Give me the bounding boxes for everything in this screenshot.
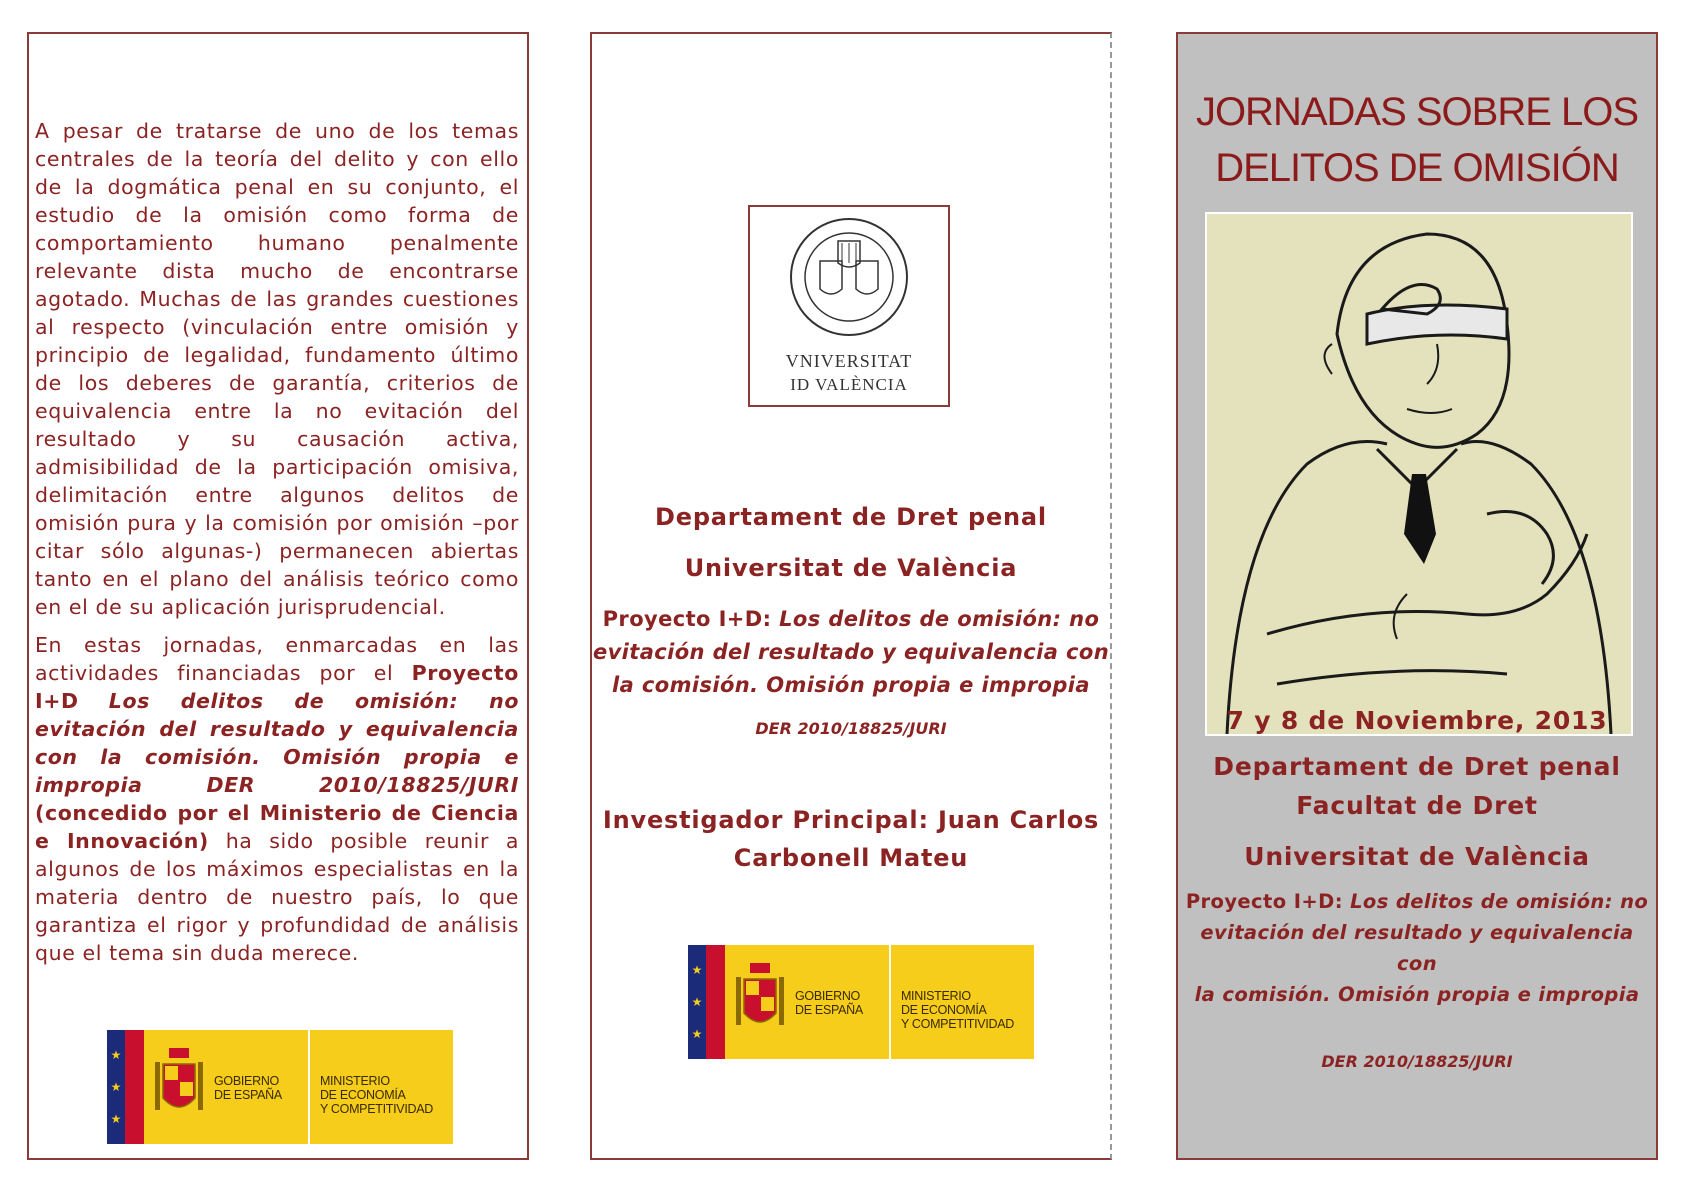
right-panel (1176, 32, 1658, 1160)
university-name-1: VNIVERSITAT (785, 351, 913, 371)
ministerio-line-3: Y COMPETITIVIDAD (900, 1017, 1014, 1031)
right-project (1178, 886, 1656, 1010)
p2-project-title: Los delitos de omisión: no evitación del resultado y equivalencia con la comisión. Omisión propia e impropia DER 2010/18825/JURI (35, 689, 520, 797)
p2-a: En estas jornadas, enmarcadas en las actividades financiadas por el (35, 633, 519, 685)
middle-univ: Universitat de València (684, 554, 1018, 582)
gobierno-line-2: DE ESPAÑA (214, 1088, 282, 1102)
university-name-2: ID VALÈNCIA (790, 375, 908, 394)
investigator-line-1: Investigador Principal: Juan Carlos (602, 806, 1100, 834)
coat-of-arms-icon (144, 1030, 214, 1144)
right-dept: Departament de Dret penal (1213, 752, 1621, 781)
middle-dept: Departament de Dret penal (655, 503, 1047, 531)
ministerio-line-2: DE ECONOMÍA (319, 1088, 406, 1102)
middle-project-line-3 (592, 669, 1110, 702)
gobierno-line-1: GOBIERNO (795, 989, 860, 1003)
middle-project-label: Proyecto I+D: (602, 607, 780, 631)
middle-project-line-2 (592, 636, 1110, 669)
logo-divider (889, 945, 891, 1059)
spanish-flag-icon: ★ ★ ★ (688, 945, 725, 1059)
university-seal-icon (750, 211, 948, 341)
gobierno-line-2: DE ESPAÑA (795, 1003, 863, 1017)
right-project-code: DER 2010/18825/JURI (1321, 1052, 1513, 1071)
middle-panel (590, 32, 1112, 1160)
right-faculty: Facultat de Dret (1296, 791, 1538, 820)
right-project-title-1: Los delitos de omisión: no (1350, 890, 1649, 913)
title-line-1: JORNADAS SOBRE LOS (1195, 90, 1639, 134)
intro-text (35, 117, 519, 977)
gobierno-line-1: GOBIERNO (214, 1074, 279, 1088)
middle-project-title-1: Los delitos de omisión: no (779, 607, 1100, 631)
event-date: 7 y 8 de Noviembre, 2013 (1226, 706, 1608, 735)
p2-e: ha sido posible reunir a algunos de los máximos especialistas en la materia dentro de nuestro país, lo que garantiza el rigor y profundidad de análisis que el tema sin duda merece. (35, 829, 519, 965)
ministerio-text (320, 1030, 433, 1144)
coat-of-arms-icon (725, 945, 795, 1059)
cartoon-illustration (1205, 212, 1633, 736)
government-logo-middle (688, 945, 1034, 1059)
intro-paragraph-1: A pesar de tratarse de uno de los temas centrales de la teoría del delito y con ello de la dogmática penal en su conjunto, el estudio de la omisión como forma de comportamiento humano penalmente relevante dista mucho de encontrarse agotado. Muchas de las grandes cuestiones al respecto (vinculación entre omisión y principio de legalidad, fundamento último de los deberes de garantía, criterios de equivalencia entre la no evitación del resultado y su causación activa, admisibilidad de la participación omisiva, delimitación entre algunos delitos de omisión pura y la comisión por omisión –por citar sólo algunas-) permanecen abiertas tanto en el plano del análisis teórico como en el de su aplicación jurisprudencial. (35, 119, 519, 619)
right-project-line-1 (1178, 886, 1656, 917)
ministerio-line-3: Y COMPETITIVIDAD (319, 1102, 433, 1116)
left-panel (27, 32, 529, 1160)
p2-project-label: Proyecto I+D (35, 661, 519, 713)
man-with-blindfold-icon (1207, 214, 1631, 734)
ministerio-line-1: MINISTERIO (900, 989, 971, 1003)
right-project-line-3 (1178, 979, 1656, 1010)
intro-paragraph-2 (35, 631, 519, 967)
middle-project-code: DER 2010/18825/JURI (755, 719, 947, 738)
ministerio-text (901, 945, 1014, 1059)
gobierno-text (795, 945, 863, 1059)
ministerio-line-1: MINISTERIO (319, 1074, 390, 1088)
middle-project (592, 603, 1110, 702)
ministerio-line-2: DE ECONOMÍA (900, 1003, 987, 1017)
right-project-title-2: evitación del resultado y equivalencia con (1200, 921, 1634, 975)
middle-project-line-1 (592, 603, 1110, 636)
title-line-2: DELITOS DE OMISIÓN (1215, 146, 1619, 190)
right-project-label: Proyecto I+D: (1185, 890, 1351, 913)
gobierno-text (214, 1030, 282, 1144)
p2-funding: (concedido por el Ministerio de Ciencia e Innovación) (35, 801, 519, 853)
right-project-title-3: la comisión. Omisión propia e impropia (1194, 983, 1640, 1006)
logo-divider (308, 1030, 310, 1144)
right-univ: Universitat de València (1244, 842, 1590, 871)
investigator-line-2: Carbonell Mateu (733, 844, 969, 872)
middle-project-title-3: la comisión. Omisión propia e impropia (612, 673, 1090, 697)
middle-project-title-2: evitación del resultado y equivalencia con (592, 640, 1110, 664)
spanish-flag-icon: ★ ★ ★ (107, 1030, 144, 1144)
government-logo (107, 1030, 453, 1144)
right-project-line-2 (1178, 917, 1656, 979)
university-logo (748, 205, 950, 407)
